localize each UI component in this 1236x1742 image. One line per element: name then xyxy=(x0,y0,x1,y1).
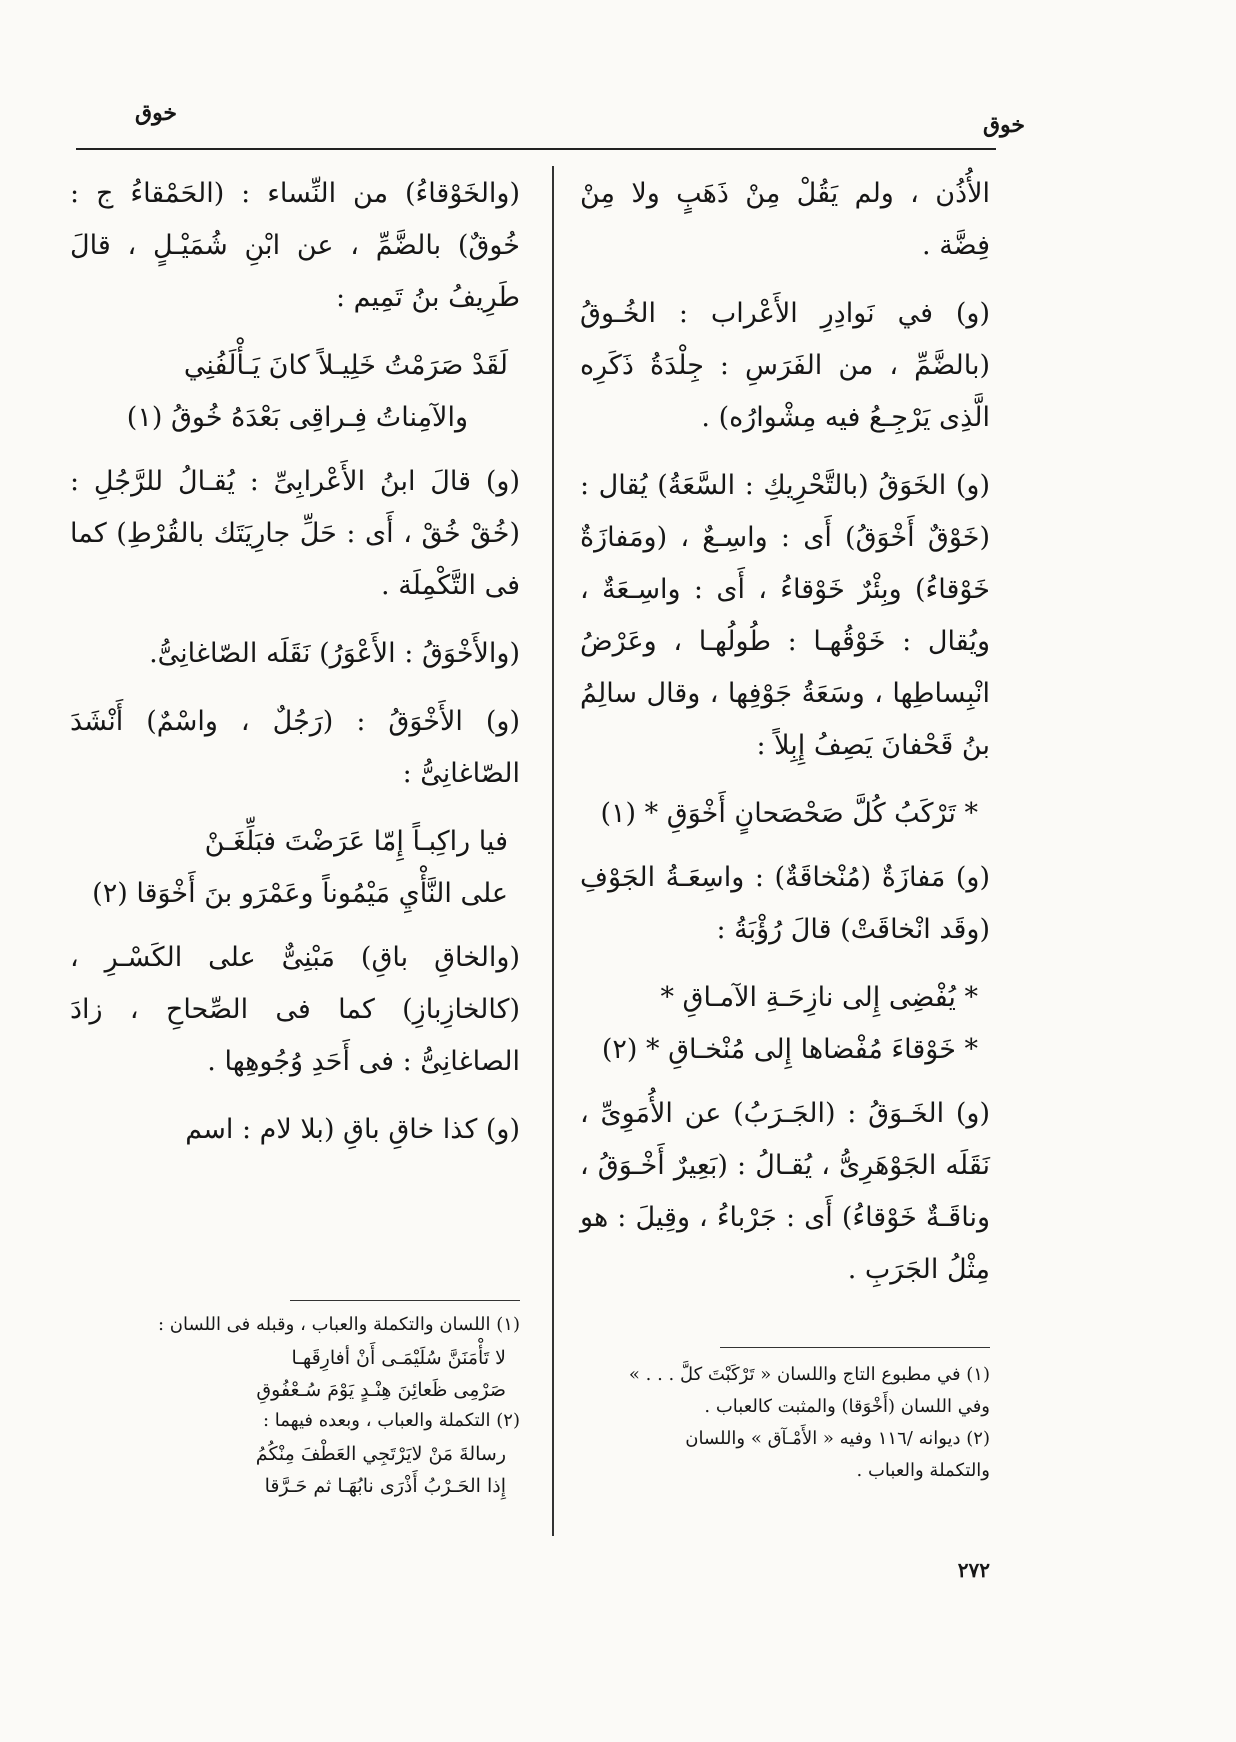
footnote-rule-left xyxy=(290,1300,520,1301)
header-rule xyxy=(76,148,996,150)
left-verse-1 xyxy=(70,340,520,444)
right-column xyxy=(580,168,990,1312)
left-paragraph-2: (و) قالَ ابنُ الأَعْرابِىِّ : يُقـالُ للرَّجُلِ : (خُقْ خُقْ ، أَى : حَلِّ جارِيَتَك بالقُرْطِ) كما فى التَّكْمِلَة . xyxy=(70,466,520,601)
left-paragraph-4: (و) الأَخْوَقُ : (رَجُلٌ ، واسْمٌ) أَنْشَدَ الصّاغانِىُّ : xyxy=(70,706,520,789)
left-column xyxy=(70,168,520,1172)
footnotes-left xyxy=(70,1310,520,1502)
footnote-right-2b: والتكملة والعباب . xyxy=(856,1460,990,1481)
footnote-left-2: (٢) التكملة والعباب ، وبعده فيهما : xyxy=(262,1410,520,1431)
footnote-right-1a: (١) في مطبوع التاج واللسان « تَرْكَبْتَ كلَّ . . . » xyxy=(628,1364,990,1385)
left-paragraph-5: (والخاقِ باقِ) مَبْنِىٌّ على الكَسْـرِ ، (كالخازِبازِ) كما فى الصِّحاحِ ، زادَ الصاغانِىُّ : فى أَحَدِ وُجُوهِها . xyxy=(70,942,520,1077)
right-verse-1-line: * تَرْكَبُ كُلَّ صَحْصَحانٍ أَخْوَقِ * (١) xyxy=(600,798,978,829)
left-paragraph-1: (والخَوْقاءُ) من النِّساء : (الحَمْقاءُ ج : خُوقٌ) بالضَّمِّ ، عن ابْنِ شُمَيْـلٍ ، قالَ طَرِيفُ بنُ تَمِيم : xyxy=(70,178,520,313)
left-verse-2-hemistich-a: فيا راكِبـاً إِمّا عَرَضْتَ فبَلِّغَـنْ xyxy=(204,826,508,857)
left-paragraph-3: (والأَخْوَقُ : الأَعْوَرُ) نَقَلَه الصّاغانِىُّ. xyxy=(149,638,520,669)
footnote-right-1b: وفي اللسان (أَخْوَقا) والمثبت كالعباب . xyxy=(704,1396,990,1417)
right-paragraph-5: (و) الخَـوَقُ : (الجَـرَبُ) عن الأُمَوِىِّ ، نَقَلَه الجَوْهَرِىُّ ، يُقـالُ : (بَعِيرٌ أَخْـوَقُ ، وناقَـةٌ خَوْقاءُ) أَى : جَرْباءُ ، وقِيلَ : هو مِثْلُ الجَرَبِ . xyxy=(580,1098,990,1285)
right-paragraph-3: (و) الخَوَقُ (بالتَّحْرِيكِ : السَّعَةُ) يُقال : (خَوْقٌ أَخْوَقُ) أَى : واسِـعٌ ، (ومَفازَةٌ خَوْقاءُ) وبِئْرٌ خَوْقاءُ ، أَى : واسِـعَةٌ ، ويُقال : خَوْقُهـا : طُولُهـا ، وعَرْضُ انْبِساطِها ، وسَعَةُ جَوْفِها ، وقال سالِمُ بنُ قَحْفانَ يَصِفُ إِبِلاً : xyxy=(580,470,990,761)
right-verse-1 xyxy=(580,788,990,840)
footnote-right-2a: (٢) ديوانه /١١٦ وفيه « الأَمْـآق » واللسان xyxy=(685,1428,990,1449)
column-divider xyxy=(552,166,554,1536)
right-paragraph-1: الأُذُن ، ولم يَقُلْ مِنْ ذَهَبٍ ولا مِنْ فِضَّة . xyxy=(580,178,990,261)
right-verse-2-line-a: * يُفْضِى إِلى نازِحَـةِ الآمـاقِ * xyxy=(660,982,978,1013)
right-verse-2 xyxy=(580,972,990,1076)
footnote-left-1-verse-a: لا تَأْمَنَنَّ سُلَيْمَـى أَنْ أفارِقَهـا xyxy=(291,1347,506,1369)
right-verse-2-line-b: * خَوْقاءَ مُفْضاها إِلى مُنْخـاقِ * (٢) xyxy=(601,1034,978,1065)
left-verse-2-hemistich-b: على النَّأْيِ مَيْمُوناً وعَمْرَو بنَ أَخْوَقا (٢) xyxy=(92,878,508,909)
footnote-left-2-verse-a: رسالةَ مَنْ لايَرْتَجِي العَطْفَ مِنْكُمُ xyxy=(255,1443,506,1465)
header-right-word: خوق xyxy=(982,112,1025,138)
page-number: ٢٧٢ xyxy=(957,1558,990,1582)
footnote-rule-right xyxy=(720,1347,990,1348)
left-paragraph-6: (و) كذا خاقِ باقِ (بلا لام : اسم xyxy=(185,1114,520,1145)
left-verse-1-hemistich-a: لَقَدْ صَرَمْتُ خَلِيـلاً كانَ يَـأْلَفُنِي xyxy=(183,350,508,381)
right-paragraph-4: (و) مَفازَةٌ (مُنْخاقَةٌ) : واسِعَـةُ الجَوْفِ (وقَد انْخاقَتْ) قالَ رُؤْبَةُ : xyxy=(580,862,990,945)
left-verse-1-hemistich-b: والآمِناتُ فِـراقِى بَعْدَهُ خُوقُ (١) xyxy=(126,402,468,433)
footnote-left-2-verse-b: إِذا الحَـرْبُ أَذْرَى نابُهَـا ثم حَـرَّقا xyxy=(264,1475,506,1497)
right-paragraph-2: (و) في نَوادِرِ الأَعْراب : الخُـوقُ (بالضَّمِّ ، من الفَرَسِ : جِلْدَةُ ذَكَرِه الَّذِى يَرْجِـعُ فيه مِشْوارُه) . xyxy=(580,298,990,433)
left-verse-2 xyxy=(70,816,520,920)
footnote-left-1-verse-b: صَرْمِى ظَعائِنَ هِنْـدٍ يَوْمَ سُـعْفُوقِ xyxy=(256,1379,506,1401)
footnotes-right xyxy=(560,1360,990,1488)
header-left-word: خوق xyxy=(135,100,178,126)
footnote-left-1: (١) اللسان والتكملة والعباب ، وقبله فى اللسان : xyxy=(157,1314,520,1335)
